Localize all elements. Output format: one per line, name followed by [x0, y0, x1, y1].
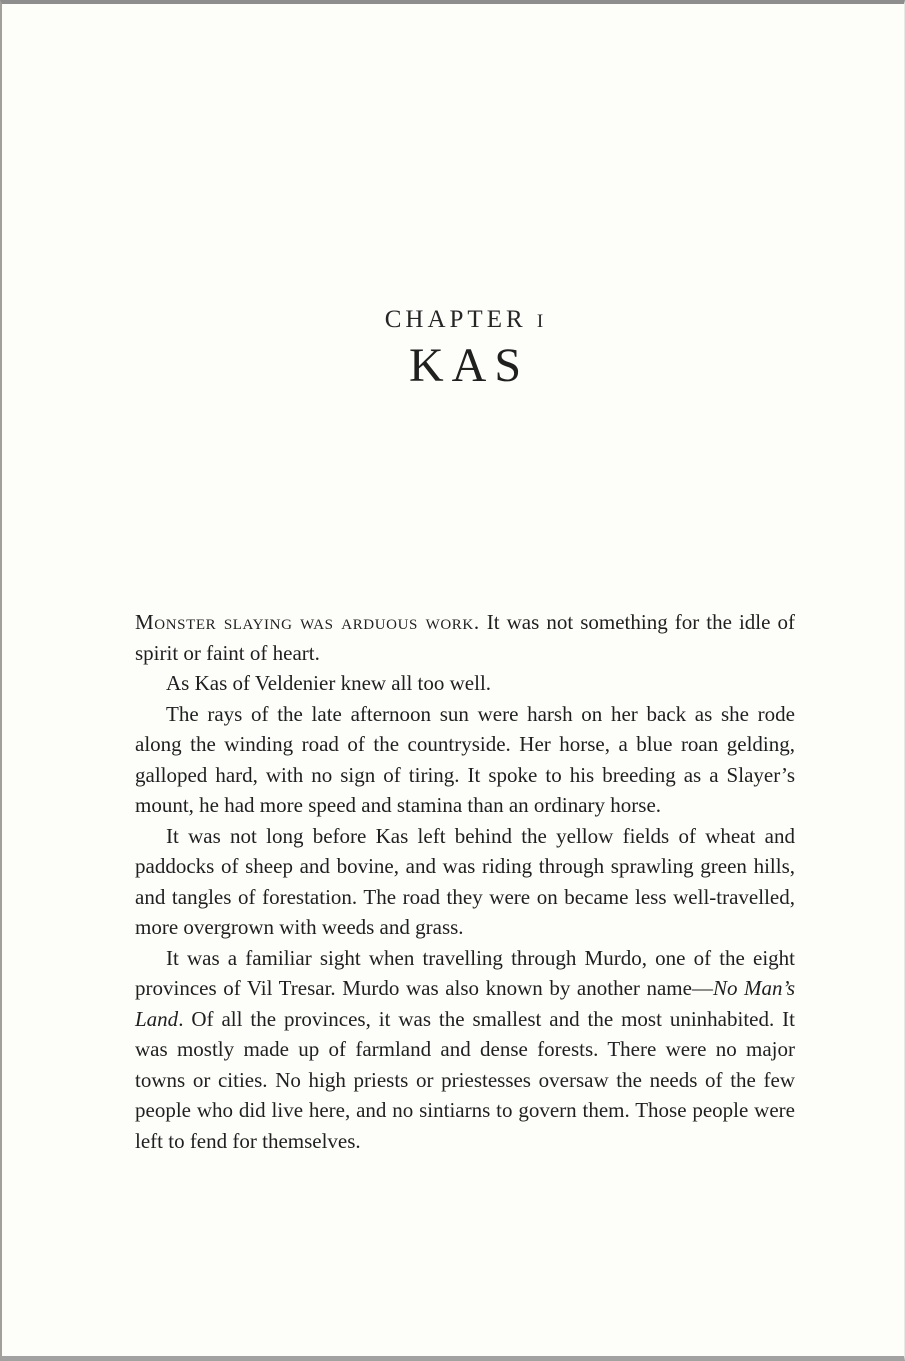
chapter-label	[135, 306, 795, 334]
paragraph	[135, 943, 795, 1157]
chapter-word: CHAPTER	[384, 306, 527, 333]
paragraph	[135, 821, 795, 943]
chapter-title: KAS	[408, 338, 530, 392]
chapter-numeral: I	[536, 311, 546, 332]
text-segment: . Of all the provinces, it was the smallest and the most uninhabited. It was mostly made up of farmland and dense forests. There were no major towns or cities. No high priests or priestesses oversaw the needs of the few people who did live here, and no sintiarns to govern them. Those people were left to fend for themselves.	[135, 1006, 795, 1153]
paragraph	[135, 699, 795, 821]
text-segment: Monster slaying was arduous work.	[135, 610, 480, 634]
paragraph	[135, 668, 795, 699]
paragraph	[135, 607, 795, 668]
text-segment: No Man’s Land	[135, 976, 795, 1031]
text-segment: As Kas of Veldenier knew all too well.	[166, 671, 492, 695]
text-segment: It was not long before Kas left behind the yellow fields of wheat and paddocks of sheep and bovine, and was riding through sprawling green hills, and tangles of forestation. The road they were on became less well-travelled, more overgrown with weeds and grass.	[135, 823, 795, 939]
text-segment: It was not something for the idle of spirit or faint of heart.	[135, 610, 795, 665]
body-text	[135, 607, 795, 1156]
text-segment: It was a familiar sight when travelling through Murdo, one of the eight provinces of Vil Tresar. Murdo was also known by another name—	[135, 945, 795, 1000]
text-segment: The rays of the late afternoon sun were harsh on her back as she rode along the winding road of the countryside. Her horse, a blue roan gelding, galloped hard, with no sign of tiring. It spoke to his breeding as a Slayer’s mount, he had more speed and stamina than an ordinary horse.	[135, 701, 795, 817]
chapter-heading	[135, 306, 795, 392]
